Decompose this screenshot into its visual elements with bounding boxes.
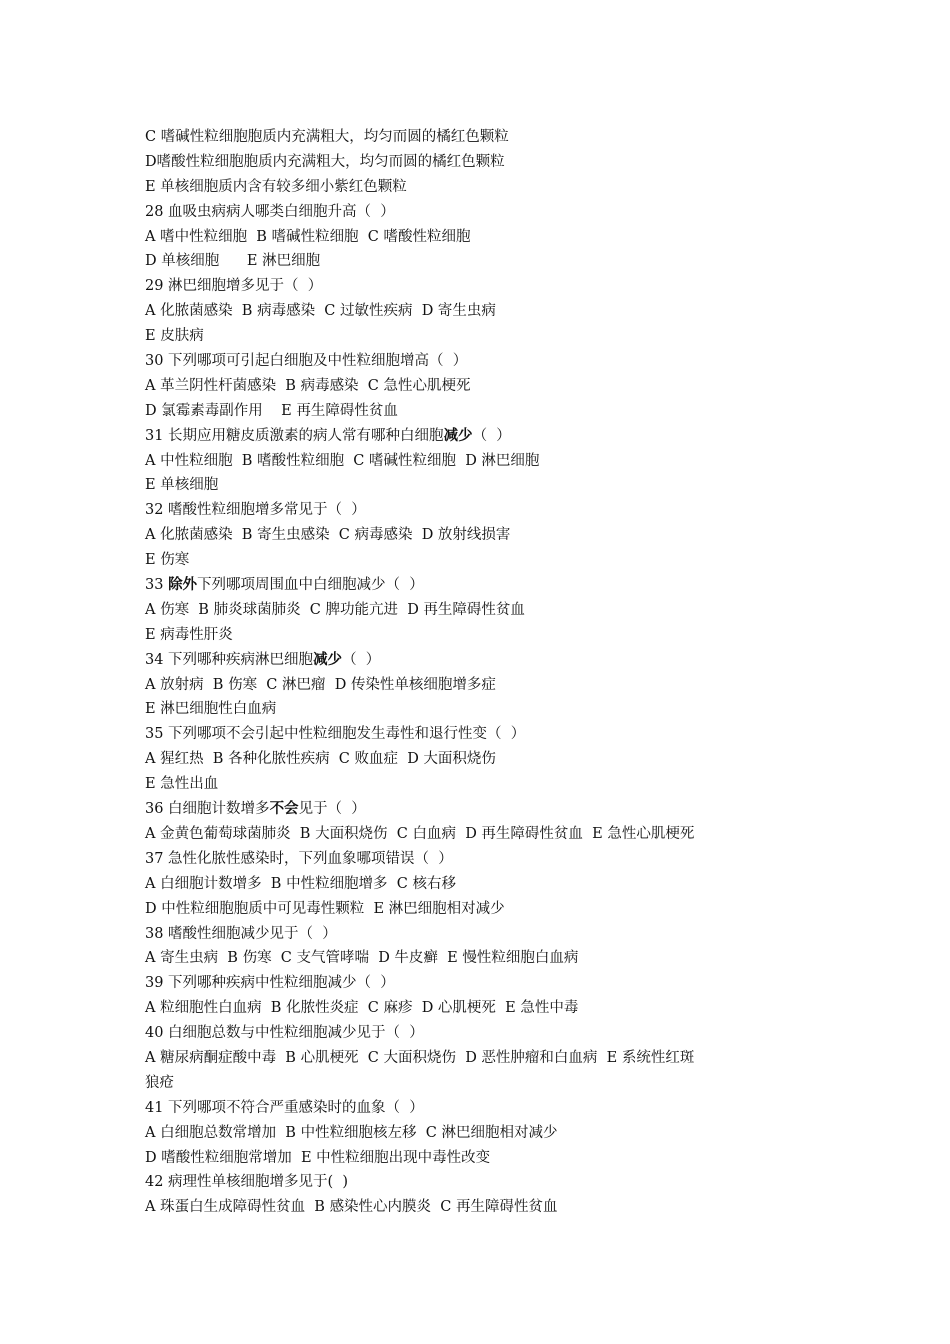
text-line: A 寄生虫病 B 伤寒 C 支气管哮喘 D 牛皮癣 E 慢性粒细胞白血病 bbox=[145, 950, 579, 967]
text-line bbox=[145, 573, 825, 598]
text-line: 41 下列哪项不符合严重感染时的血象（ ） bbox=[145, 1099, 424, 1116]
text-line: A 嗜中性粒细胞 B 嗜碱性粒细胞 C 嗜酸性粒细胞 bbox=[145, 228, 471, 245]
emphasized-text: 除外 bbox=[168, 576, 198, 594]
text-line: 30 下列哪项可引起白细胞及中性粒细胞增高（ ） bbox=[145, 353, 468, 370]
text-line: D嗜酸性粒细胞胞质内充满粗大，均匀而圆的橘红色颗粒 bbox=[145, 153, 505, 170]
text-line: E 单核细胞 bbox=[145, 477, 219, 494]
text-line: E 急性出血 bbox=[145, 776, 219, 793]
text-line: D 中性粒细胞胞质中可见毒性颗粒 E 淋巴细胞相对减少 bbox=[145, 900, 505, 917]
text-line: 32 嗜酸性粒细胞增多常见于（ ） bbox=[145, 502, 366, 519]
text-line: A 珠蛋白生成障碍性贫血 B 感染性心内膜炎 C 再生障碍性贫血 bbox=[145, 1199, 558, 1216]
text-line: 39 下列哪种疾病中性粒细胞减少（ ） bbox=[145, 975, 395, 992]
line-text: （ ） bbox=[472, 427, 511, 444]
text-line: 35 下列哪项不会引起中性粒细胞发生毒性和退行性变（ ） bbox=[145, 726, 526, 743]
text-line: A 金黄色葡萄球菌肺炎 B 大面积烧伤 C 白血病 D 再生障碍性贫血 E 急性心肌梗死 bbox=[145, 825, 695, 842]
text-line: C 嗜碱性粒细胞胞质内充满粗大，均匀而圆的橘红色颗粒 bbox=[145, 129, 509, 145]
text-line: A 化脓菌感染 B 寄生虫感染 C 病毒感染 D 放射线损害 bbox=[145, 527, 511, 544]
text-line: A 糖尿病酮症酸中毒 B 心肌梗死 C 大面积烧伤 D 恶性肿瘤和白血病 E 系统性红斑 bbox=[145, 1049, 695, 1066]
text-line: D 嗜酸性粒细胞常增加 E 中性粒细胞出现中毒性改变 bbox=[145, 1149, 491, 1166]
text-line: A 化脓菌感染 B 病毒感染 C 过敏性疾病 D 寄生虫病 bbox=[145, 303, 496, 320]
text-line bbox=[145, 648, 825, 673]
line-text: 31 长期应用糖皮质激素的病人常有哪种白细胞 bbox=[145, 427, 444, 444]
text-line: A 白细胞计数增多 B 中性粒细胞增多 C 核右移 bbox=[145, 875, 456, 892]
text-line: 40 白细胞总数与中性粒细胞减少见于（ ） bbox=[145, 1025, 424, 1042]
line-text: 34 下列哪种疾病淋巴细胞 bbox=[145, 651, 314, 668]
emphasized-text: 不会 bbox=[269, 800, 299, 818]
text-line: A 中性粒细胞 B 嗜酸性粒细胞 C 嗜碱性粒细胞 D 淋巴细胞 bbox=[145, 452, 540, 469]
line-text: 33 bbox=[145, 577, 169, 594]
text-line: E 伤寒 bbox=[145, 552, 190, 569]
text-line bbox=[145, 424, 825, 449]
text-line: A 粒细胞性白血病 B 化脓性炎症 C 麻疹 D 心肌梗死 E 急性中毒 bbox=[145, 1000, 579, 1017]
text-line: A 放射病 B 伤寒 C 淋巴瘤 D 传染性单核细胞增多症 bbox=[145, 676, 496, 693]
text-line bbox=[145, 797, 825, 822]
text-line: 狼疮 bbox=[145, 1074, 174, 1091]
document-page bbox=[145, 125, 825, 1220]
emphasized-text: 减少 bbox=[443, 426, 473, 444]
line-text: 见于（ ） bbox=[298, 801, 366, 818]
text-line: 42 病理性单核细胞增多见于( ) bbox=[145, 1174, 349, 1191]
text-line: E 病毒性肝炎 bbox=[145, 626, 233, 643]
text-line: 29 淋巴细胞增多见于（ ） bbox=[145, 278, 323, 295]
text-line: A 伤寒 B 肺炎球菌肺炎 C 脾功能亢进 D 再生障碍性贫血 bbox=[145, 601, 525, 618]
text-line: 38 嗜酸性细胞减少见于（ ） bbox=[145, 925, 337, 942]
text-line: 37 急性化脓性感染时，下列血象哪项错误（ ） bbox=[145, 850, 453, 867]
text-line: E 淋巴细胞性白血病 bbox=[145, 701, 277, 718]
text-line: D 单核细胞 E 淋巴细胞 bbox=[145, 253, 321, 270]
text-line: A 革兰阴性杆菌感染 B 病毒感染 C 急性心肌梗死 bbox=[145, 377, 471, 394]
text-line: 28 血吸虫病病人哪类白细胞升高（ ） bbox=[145, 203, 395, 220]
text-line: E 单核细胞质内含有较多细小紫红色颗粒 bbox=[145, 178, 407, 195]
line-text: 36 白细胞计数增多 bbox=[145, 801, 270, 818]
text-line: A 猩红热 B 各种化脓性疾病 C 败血症 D 大面积烧伤 bbox=[145, 751, 496, 768]
text-line: D 氯霉素毒副作用 E 再生障碍性贫血 bbox=[145, 402, 398, 419]
line-text: 下列哪项周围血中白细胞减少（ ） bbox=[197, 577, 424, 594]
emphasized-text: 减少 bbox=[313, 650, 343, 668]
text-line: A 白细胞总数常增加 B 中性粒细胞核左移 C 淋巴细胞相对减少 bbox=[145, 1124, 558, 1141]
text-line: E 皮肤病 bbox=[145, 328, 204, 345]
line-text: （ ） bbox=[342, 651, 381, 668]
